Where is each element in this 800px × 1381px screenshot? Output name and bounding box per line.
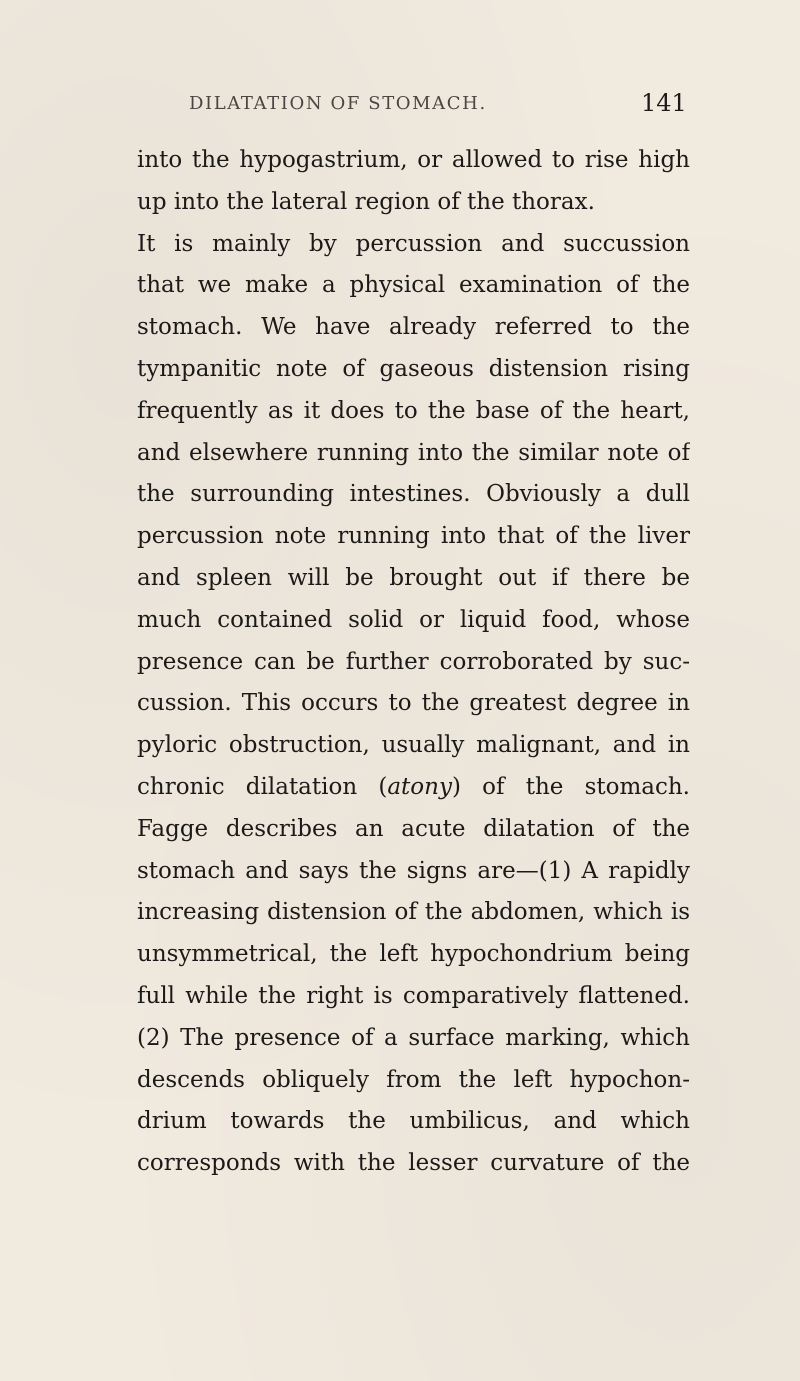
text-line: cussion. This occurs to the greatest degree in xyxy=(137,690,690,717)
italic-term: atony xyxy=(387,773,452,800)
text-line: percussion note running into that of the liver xyxy=(137,523,690,550)
running-title: DILATATION OF STOMACH. xyxy=(189,93,487,114)
running-head xyxy=(0,89,800,123)
text-line: stomach and says the signs are—(1) A rapidly xyxy=(137,857,690,884)
body-text xyxy=(137,140,690,1185)
text-line: (2) The presence of a surface marking, which xyxy=(137,1024,690,1051)
text-line: that we make a physical examination of the xyxy=(137,272,690,299)
text-line: and spleen will be brought out if there be xyxy=(137,564,690,591)
page-number: 141 xyxy=(641,89,687,117)
text-line: descends obliquely from the left hypochon- xyxy=(137,1066,690,1093)
text-line-with-italic xyxy=(137,767,690,809)
text-line: It is mainly by percussion and succussion xyxy=(137,230,690,257)
text-line: Fagge describes an acute dilatation of the xyxy=(137,815,690,842)
text-line: much contained solid or liquid food, whose xyxy=(137,606,690,633)
text-segment: chronic dilatation ( xyxy=(137,773,388,800)
text-line: and elsewhere running into the similar note of xyxy=(137,439,690,466)
text-line: up into the lateral region of the thorax. xyxy=(137,188,595,215)
text-segment: ) of the stomach. xyxy=(451,773,690,800)
text-line: full while the right is comparatively flattened. xyxy=(137,982,690,1009)
text-line: tympanitic note of gaseous distension rising xyxy=(137,355,690,382)
text-line: the surrounding intestines. Obviously a dull xyxy=(137,481,690,508)
text-line: pyloric obstruction, usually malignant, and in xyxy=(137,732,690,759)
text-line: into the hypogastrium, or allowed to rise high xyxy=(137,147,690,173)
text-line: presence can be further corroborated by suc- xyxy=(137,648,690,675)
text-line: drium towards the umbilicus, and which xyxy=(137,1108,690,1135)
text-line: unsymmetrical, the left hypochondrium being xyxy=(137,941,690,968)
text-line: increasing distension of the abdomen, which is xyxy=(137,899,690,926)
text-line: stomach. We have already referred to the xyxy=(137,314,690,341)
text-line: corresponds with the lesser curvature of the xyxy=(137,1150,690,1177)
text-line: frequently as it does to the base of the heart, xyxy=(137,397,690,424)
